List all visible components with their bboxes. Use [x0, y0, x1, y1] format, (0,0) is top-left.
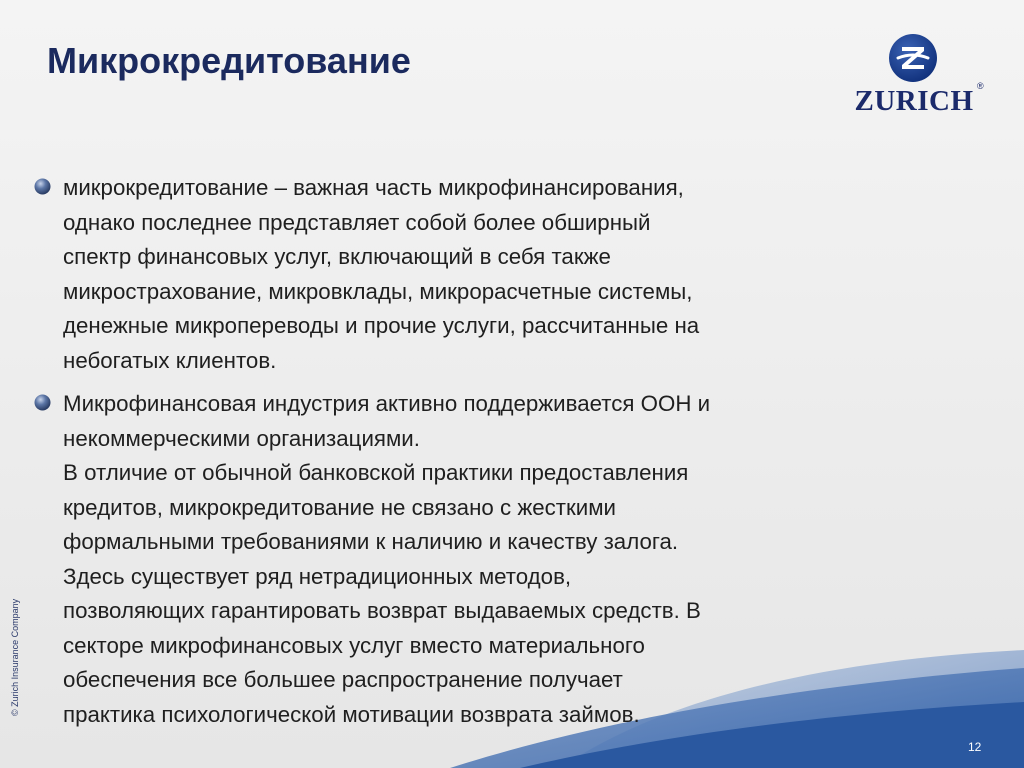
bullet-item	[30, 171, 910, 378]
slide-title: Микрокредитование	[47, 40, 411, 81]
bullet-sphere-icon	[34, 394, 51, 411]
bullet-text: микрокредитование – важная часть микрофинансирования, однако последнее представляет собой более обширный спектр финансовых услуг, включающий в себя также микрострахование, микровклады, микрорасчетные системы, денежные микропереводы и прочие услуги, рассчитанные на небогатых клиентов.	[63, 175, 700, 373]
zurich-wordmark: ZURICH	[854, 85, 974, 117]
zurich-logo	[853, 33, 988, 123]
bullet-list	[30, 171, 910, 732]
copyright-note: © Zurich Insurance Company	[10, 598, 20, 716]
zurich-z-icon	[888, 33, 938, 83]
bullet-text: Микрофинансовая индустрия активно поддерживается ООН и некоммерческими организациями. В отличие от обычной банковской практики предоставления кредитов, микрокредитование не связано с жесткими формальными требованиями к наличию и качеству залога. Здесь существует ряд нетрадиционных методов, позволяющих гарантировать возврат выдаваемых средств. В секторе микрофинансовых услуг вместо материального обеспечения все большее распространение получает практика психологической мотивации возврата займов.	[63, 391, 711, 727]
bullet-sphere-icon	[34, 178, 51, 195]
page-number: 12	[968, 740, 982, 754]
bullet-item	[30, 387, 910, 732]
registered-mark: ®	[977, 81, 984, 91]
